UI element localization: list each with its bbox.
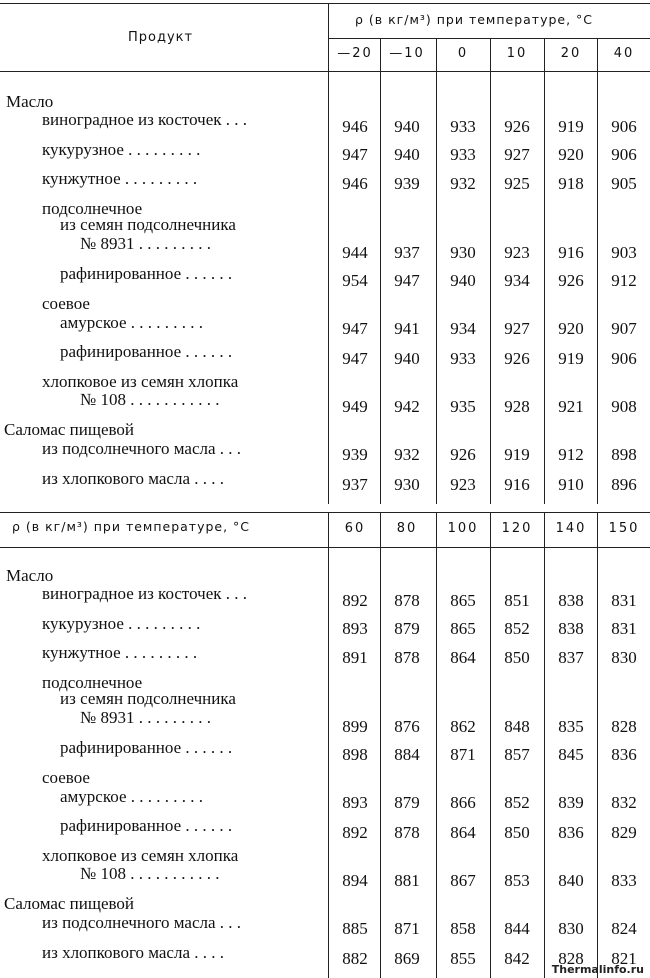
density-cell: 925 xyxy=(504,174,530,193)
density-cell: 934 xyxy=(504,271,530,290)
temperature-header: 120 xyxy=(501,521,533,536)
density-cell: 878 xyxy=(394,823,420,842)
density-cell: 940 xyxy=(394,117,420,136)
row-label: амурское . . . . . . . . . xyxy=(60,313,203,332)
density-cell: 837 xyxy=(558,648,584,667)
density-cell: 839 xyxy=(558,793,584,812)
density-cell: 935 xyxy=(450,397,476,416)
col-divider xyxy=(380,38,381,504)
density-cell: 896 xyxy=(611,475,637,494)
watermark: Thermalinfo.ru xyxy=(551,963,644,976)
row-label: Масло xyxy=(6,92,54,111)
density-cell: 912 xyxy=(558,445,584,464)
density-cell: 920 xyxy=(558,145,584,164)
col-divider xyxy=(544,512,545,978)
density-cell: 930 xyxy=(450,243,476,262)
row-label: Масло xyxy=(6,566,54,585)
density-cell: 934 xyxy=(450,319,476,338)
row-label: № 108 . . . . . . . . . . . xyxy=(80,390,220,409)
density-cell: 892 xyxy=(342,591,368,610)
density-header: ρ (в кг/м³) при температуре, °C xyxy=(355,12,594,27)
row-label: рафинированное . . . . . . xyxy=(60,816,233,835)
density-cell: 852 xyxy=(504,793,530,812)
temperature-header: 150 xyxy=(608,521,640,536)
density-cell: 857 xyxy=(504,745,530,764)
density-cell: 842 xyxy=(504,949,530,968)
temperature-header: —20 xyxy=(337,46,373,61)
density-cell: 869 xyxy=(394,949,420,968)
density-cell: 864 xyxy=(450,823,476,842)
density-cell: 939 xyxy=(394,174,420,193)
row-label: рафинированное . . . . . . xyxy=(60,342,233,361)
row-label: № 108 . . . . . . . . . . . xyxy=(80,864,220,883)
row-label: из подсолнечного масла . . . xyxy=(42,913,242,932)
density-cell: 906 xyxy=(611,117,637,136)
density-cell: 927 xyxy=(504,145,530,164)
header-rule-2 xyxy=(0,512,650,513)
density-cell: 940 xyxy=(450,271,476,290)
density-cell: 946 xyxy=(342,117,368,136)
density-cell: 899 xyxy=(342,717,368,736)
row-label: из семян подсолнечника xyxy=(60,215,236,234)
density-cell: 940 xyxy=(394,349,420,368)
temperature-header: 10 xyxy=(506,46,528,61)
row-label: Саломас пищевой xyxy=(4,420,135,439)
row-label: виноградное из косточек . . . xyxy=(42,584,248,603)
density-cell: 923 xyxy=(450,475,476,494)
row-label: из хлопкового масла . . . . xyxy=(42,469,225,488)
density-cell: 824 xyxy=(611,919,637,938)
density-cell: 876 xyxy=(394,717,420,736)
col-divider xyxy=(490,38,491,504)
density-cell: 833 xyxy=(611,871,637,890)
density-cell: 840 xyxy=(558,871,584,890)
density-header-2: ρ (в кг/м³) при температуре, °C xyxy=(12,519,251,534)
density-cell: 850 xyxy=(504,648,530,667)
header-rule-1 xyxy=(0,71,650,72)
density-cell: 921 xyxy=(558,397,584,416)
density-cell: 881 xyxy=(394,871,420,890)
density-cell: 906 xyxy=(611,349,637,368)
density-cell: 832 xyxy=(611,793,637,812)
density-cell: 884 xyxy=(394,745,420,764)
temperature-header: 0 xyxy=(457,46,469,61)
density-cell: 926 xyxy=(504,349,530,368)
density-cell: 932 xyxy=(450,174,476,193)
row-label: кукурузное . . . . . . . . . xyxy=(42,140,201,159)
density-cell: 916 xyxy=(504,475,530,494)
density-cell: 838 xyxy=(558,591,584,610)
density-cell: 885 xyxy=(342,919,368,938)
row-label: рафинированное . . . . . . xyxy=(60,264,233,283)
density-cell: 947 xyxy=(394,271,420,290)
row-label: подсолнечное xyxy=(42,673,143,692)
density-cell: 919 xyxy=(504,445,530,464)
temperature-header: 60 xyxy=(344,521,366,536)
temperature-header: 100 xyxy=(447,521,479,536)
density-cell: 878 xyxy=(394,648,420,667)
density-cell: 932 xyxy=(394,445,420,464)
row-label: кунжутное . . . . . . . . . xyxy=(42,643,198,662)
density-cell: 939 xyxy=(342,445,368,464)
row-label: из хлопкового масла . . . . xyxy=(42,943,225,962)
density-cell: 898 xyxy=(611,445,637,464)
density-cell: 829 xyxy=(611,823,637,842)
row-label: хлопковое из семян хлопка xyxy=(42,372,239,391)
row-label: из подсолнечного масла . . . xyxy=(42,439,242,458)
density-cell: 848 xyxy=(504,717,530,736)
top-rule xyxy=(0,3,650,4)
density-cell: 908 xyxy=(611,397,637,416)
density-cell: 930 xyxy=(394,475,420,494)
density-cell: 867 xyxy=(450,871,476,890)
density-cell: 865 xyxy=(450,591,476,610)
density-cell: 937 xyxy=(394,243,420,262)
density-cell: 879 xyxy=(394,793,420,812)
density-cell: 871 xyxy=(450,745,476,764)
density-cell: 926 xyxy=(450,445,476,464)
density-cell: 926 xyxy=(558,271,584,290)
density-cell: 907 xyxy=(611,319,637,338)
density-cell: 865 xyxy=(450,619,476,638)
density-cell: 944 xyxy=(342,243,368,262)
density-cell: 828 xyxy=(558,949,584,968)
col-divider xyxy=(436,512,437,978)
col-divider xyxy=(597,38,598,504)
density-cell: 893 xyxy=(342,793,368,812)
density-cell: 893 xyxy=(342,619,368,638)
row-label: из семян подсолнечника xyxy=(60,689,236,708)
density-cell: 941 xyxy=(394,319,420,338)
density-cell: 858 xyxy=(450,919,476,938)
density-cell: 933 xyxy=(450,117,476,136)
density-cell: 933 xyxy=(450,145,476,164)
density-cell: 947 xyxy=(342,319,368,338)
density-cell: 918 xyxy=(558,174,584,193)
density-cell: 855 xyxy=(450,949,476,968)
density-cell: 878 xyxy=(394,591,420,610)
density-cell: 879 xyxy=(394,619,420,638)
row-label: кукурузное . . . . . . . . . xyxy=(42,614,201,633)
density-cell: 927 xyxy=(504,319,530,338)
density-cell: 912 xyxy=(611,271,637,290)
row-label: соевое xyxy=(42,294,90,313)
density-cell: 954 xyxy=(342,271,368,290)
temperature-header: 40 xyxy=(613,46,635,61)
density-cell: 866 xyxy=(450,793,476,812)
product-header: Продукт xyxy=(128,30,194,45)
density-cell: 940 xyxy=(394,145,420,164)
density-cell: 898 xyxy=(342,745,368,764)
row-label: подсолнечное xyxy=(42,199,143,218)
density-cell: 852 xyxy=(504,619,530,638)
density-cell: 882 xyxy=(342,949,368,968)
density-cell: 937 xyxy=(342,475,368,494)
row-label: амурское . . . . . . . . . xyxy=(60,787,203,806)
density-cell: 830 xyxy=(558,919,584,938)
density-cell: 836 xyxy=(558,823,584,842)
density-cell: 851 xyxy=(504,591,530,610)
col-divider xyxy=(490,512,491,978)
density-cell: 871 xyxy=(394,919,420,938)
density-cell: 894 xyxy=(342,871,368,890)
header-rule-2b xyxy=(0,547,650,548)
density-cell: 892 xyxy=(342,823,368,842)
row-label: № 8931 . . . . . . . . . xyxy=(80,234,211,253)
density-cell: 828 xyxy=(611,717,637,736)
density-cell: 850 xyxy=(504,823,530,842)
col-divider xyxy=(597,512,598,978)
col-divider xyxy=(380,512,381,978)
density-cell: 919 xyxy=(558,117,584,136)
temperature-header: 20 xyxy=(560,46,582,61)
temperature-header: —10 xyxy=(389,46,425,61)
row-label: № 8931 . . . . . . . . . xyxy=(80,708,211,727)
density-cell: 864 xyxy=(450,648,476,667)
density-cell: 926 xyxy=(504,117,530,136)
col-divider xyxy=(328,512,329,978)
density-cell: 891 xyxy=(342,648,368,667)
density-cell: 946 xyxy=(342,174,368,193)
density-cell: 821 xyxy=(611,949,637,968)
density-cell: 916 xyxy=(558,243,584,262)
row-label: виноградное из косточек . . . xyxy=(42,110,248,129)
density-cell: 835 xyxy=(558,717,584,736)
temperature-header: 140 xyxy=(555,521,587,536)
density-cell: 831 xyxy=(611,591,637,610)
col-divider xyxy=(544,38,545,504)
density-cell: 845 xyxy=(558,745,584,764)
density-cell: 838 xyxy=(558,619,584,638)
row-label: рафинированное . . . . . . xyxy=(60,738,233,757)
density-cell: 947 xyxy=(342,145,368,164)
density-cell: 920 xyxy=(558,319,584,338)
density-cell: 836 xyxy=(611,745,637,764)
density-cell: 949 xyxy=(342,397,368,416)
density-cell: 905 xyxy=(611,174,637,193)
row-label: хлопковое из семян хлопка xyxy=(42,846,239,865)
density-cell: 862 xyxy=(450,717,476,736)
row-label: кунжутное . . . . . . . . . xyxy=(42,169,198,188)
density-cell: 844 xyxy=(504,919,530,938)
density-cell: 919 xyxy=(558,349,584,368)
density-cell: 942 xyxy=(394,397,420,416)
row-label: соевое xyxy=(42,768,90,787)
density-cell: 947 xyxy=(342,349,368,368)
density-cell: 830 xyxy=(611,648,637,667)
density-cell: 923 xyxy=(504,243,530,262)
density-cell: 910 xyxy=(558,475,584,494)
header-subrule-1 xyxy=(328,38,650,39)
density-cell: 906 xyxy=(611,145,637,164)
col-divider xyxy=(436,38,437,504)
density-cell: 831 xyxy=(611,619,637,638)
density-cell: 853 xyxy=(504,871,530,890)
row-label: Саломас пищевой xyxy=(4,894,135,913)
density-cell: 928 xyxy=(504,397,530,416)
temperature-header: 80 xyxy=(396,521,418,536)
density-cell: 933 xyxy=(450,349,476,368)
density-cell: 903 xyxy=(611,243,637,262)
